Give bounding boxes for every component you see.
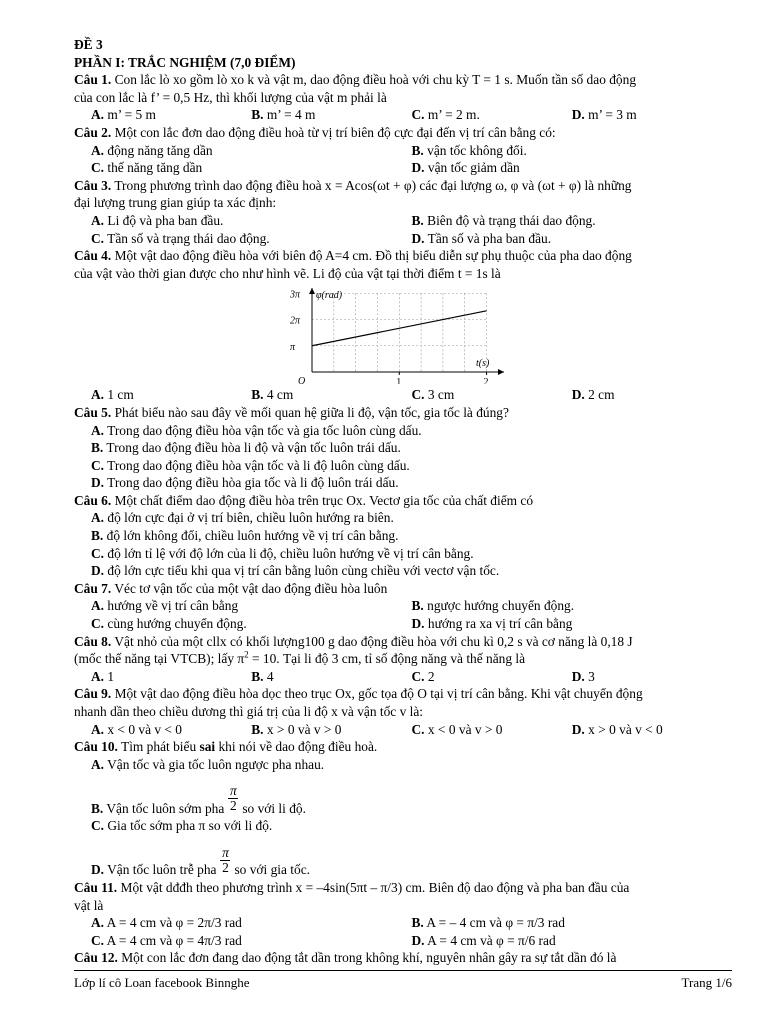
question-2: [74, 124, 732, 177]
question-text: của vật vào thời gian được cho như hình vẽ. Li độ của vật tại thời điểm t = 1s là: [74, 265, 501, 281]
section-title: PHẦN I: TRẮC NGHIỆM (7,0 ĐIỂM): [74, 54, 296, 70]
option-d[interactable]: D. 3: [571, 668, 595, 684]
footer-credit: Lớp lí cô Loan facebook Binnghe: [74, 975, 250, 990]
question-5: [74, 404, 732, 492]
question-number: Câu 9.: [74, 686, 112, 702]
option-b[interactable]: B. ngược hướng chuyển động.: [411, 598, 575, 614]
option-d[interactable]: D. 2 cm: [571, 387, 615, 403]
question-number: Câu 1.: [74, 72, 112, 88]
question-4: [74, 247, 732, 404]
option-b[interactable]: B. 4 cm: [251, 387, 294, 403]
option-a[interactable]: A. 1 cm: [91, 387, 134, 403]
question-11: [74, 879, 732, 949]
question-number: Câu 12.: [74, 950, 118, 966]
question-number: Câu 2.: [74, 124, 112, 140]
question-12: [74, 949, 732, 967]
option-b[interactable]: B. x > 0 và v > 0: [251, 721, 342, 737]
option-c[interactable]: C. Tần số và trạng thái dao động.: [91, 230, 270, 246]
option-a[interactable]: A. Li độ và pha ban đầu.: [91, 212, 224, 228]
option-b[interactable]: B. Trong dao động điều hòa li độ và vận tốc luôn trái dấu.: [91, 440, 401, 456]
option-b[interactable]: B. 4: [251, 668, 274, 684]
option-a[interactable]: A. m’ = 5 m: [91, 107, 156, 123]
question-text: Vật nhỏ của một cllx có khối lượng100 g dao động điều hòa với chu kì 0,2 s và cơ năng là 0,18 J: [114, 633, 633, 649]
question-text: của con lắc là f’ = 0,5 Hz, thì khối lượng của vật m phải là: [74, 89, 387, 105]
option-b[interactable]: B. độ lớn không đổi, chiều luôn hướng về vị trí cân bằng.: [91, 528, 399, 544]
question-text: Một con lắc đơn dao động điều hoà từ vị trí biên độ cực đại đến vị trí cân bằng có:: [114, 124, 556, 140]
x-tick-label: 1: [396, 377, 402, 385]
question-text: Trong phương trình dao động điều hoà x = Acos(ωt + φ) các đại lượng ω, φ và (ωt + φ) là những: [114, 177, 632, 193]
option-d[interactable]: D. x > 0 và v < 0: [571, 721, 663, 737]
y-tick-label: π: [290, 342, 296, 354]
question-number: Câu 8.: [74, 633, 112, 649]
exam-page: [74, 36, 732, 967]
option-a[interactable]: A. Vận tốc và gia tốc luôn ngược pha nhau.: [91, 756, 325, 772]
phase-time-chart: [284, 284, 524, 384]
option-a[interactable]: A. 1: [91, 668, 115, 684]
option-a[interactable]: A. x < 0 và v < 0: [91, 721, 183, 737]
y-tick-label: 3π: [290, 289, 301, 301]
x-axis-arrow: [498, 369, 504, 375]
question-text: Một vật dao động điều hòa với biên độ A=4 cm. Đồ thị biểu diễn sự phụ thuộc của pha dao động: [114, 248, 632, 264]
option-b[interactable]: B. A = – 4 cm và φ = π/3 rad: [411, 915, 565, 931]
option-b[interactable]: B. Biên độ và trạng thái dao động.: [411, 212, 596, 228]
question-text: Phát biểu nào sau đây về mối quan hệ giữa li độ, vận tốc, gia tốc là đúng?: [114, 404, 509, 420]
question-text: Một chất điểm dao động điều hòa trên trục Ox. Vectơ gia tốc của chất điểm có: [114, 492, 534, 508]
option-c[interactable]: C. Gia tốc sớm pha π so với li độ.: [91, 818, 273, 834]
question-8: [74, 633, 732, 686]
question-text: vật là: [74, 897, 104, 913]
question-number: Câu 10.: [74, 739, 118, 755]
question-3: [74, 177, 732, 247]
option-c[interactable]: C. độ lớn tỉ lệ với độ lớn của li độ, chiều luôn hướng về vị trí cân bằng.: [91, 545, 474, 561]
question-text: Con lắc lò xo gồm lò xo k và vật m, dao động điều hoà với chu kỳ T = 1 s. Muốn tần số dao động: [114, 72, 637, 88]
option-c[interactable]: C. thế năng tăng dần: [91, 160, 203, 176]
option-c[interactable]: C. m’ = 2 m.: [411, 107, 480, 123]
question-text: (mốc thế năng tại VTCB); lấy $\pi^2 = 10$. Tại li độ 3 cm, tỉ số động năng và thế năng là: [74, 649, 526, 667]
option-a[interactable]: A. A = 4 cm và φ = 2π/3 rad: [91, 915, 242, 931]
option-a[interactable]: A. độ lớn cực đại ở vị trí biên, chiều luôn hướng ra biên.: [91, 510, 394, 526]
fraction-pi-over-2: $\frac{\pi}{2}$: [229, 783, 237, 814]
question-number: Câu 5.: [74, 404, 112, 420]
option-c[interactable]: C. A = 4 cm và φ = 4π/3 rad: [91, 932, 242, 948]
y-axis-arrow: [309, 288, 315, 294]
option-d[interactable]: D. Vận tốc luôn trễ pha $\frac{\pi}{2}$ so với gia tốc.: [91, 844, 310, 878]
option-d[interactable]: D. Trong dao động điều hòa gia tốc và li độ luôn trái dấu.: [91, 475, 399, 491]
option-c[interactable]: C. cùng hướng chuyển động.: [91, 616, 247, 632]
option-b[interactable]: B. vận tốc không đổi.: [411, 142, 527, 158]
question-number: Câu 7.: [74, 580, 112, 596]
question-text: Véc tơ vận tốc của một vật dao động điều hòa luôn: [114, 580, 388, 596]
page-number: Trang 1/6: [681, 975, 732, 990]
question-number: Câu 3.: [74, 177, 112, 193]
option-b[interactable]: B. m’ = 4 m: [251, 107, 316, 123]
option-c[interactable]: C. 2: [411, 668, 435, 684]
option-d[interactable]: D. hướng ra xa vị trí cân bằng: [411, 616, 573, 632]
question-9: [74, 685, 732, 738]
question-10: [74, 738, 732, 879]
option-a[interactable]: A. động năng tăng dần: [91, 142, 213, 158]
option-d[interactable]: D. Tần số và pha ban đầu.: [411, 230, 552, 246]
question-text: Một vật dao động điều hòa dọc theo trục Ox, gốc tọa độ O tại vị trí cân bằng. Khi vật chuyển động: [114, 686, 643, 702]
question-1: [74, 71, 732, 124]
question-text: đại lượng trung gian giúp ta xác định:: [74, 195, 277, 211]
question-7: [74, 580, 732, 633]
question-number: Câu 6.: [74, 492, 112, 508]
option-b[interactable]: B. Vận tốc luôn sớm pha $\frac{\pi}{2}$ so với li độ.: [91, 783, 306, 816]
question-text: Một con lắc đơn đang dao động tắt dần trong không khí, nguyên nhân gây ra sự tắt dần đó là: [121, 950, 617, 966]
question-number: Câu 4.: [74, 248, 112, 264]
option-d[interactable]: D. m’ = 3 m: [571, 107, 637, 123]
y-axis-label: φ(rad): [316, 290, 343, 302]
option-c[interactable]: C. Trong dao động điều hòa vận tốc và li độ luôn cùng dấu.: [91, 457, 410, 473]
page-footer: [74, 970, 732, 992]
option-a[interactable]: A. hướng về vị trí cân bằng: [91, 598, 239, 614]
option-d[interactable]: D. vận tốc giảm dần: [411, 160, 520, 176]
option-d[interactable]: D. A = 4 cm và φ = π/6 rad: [411, 932, 556, 948]
exam-title: ĐỀ 3: [74, 37, 103, 52]
question-number: Câu 11.: [74, 879, 118, 895]
option-c[interactable]: C. 3 cm: [411, 387, 455, 403]
option-c[interactable]: C. x < 0 và v > 0: [411, 721, 503, 737]
phase-line: [312, 311, 487, 346]
option-a[interactable]: A. Trong dao động điều hòa vận tốc và gia tốc luôn cùng dấu.: [91, 422, 422, 438]
origin-label: O: [298, 376, 306, 385]
y-tick-label: 2π: [290, 315, 301, 327]
option-d[interactable]: D. độ lớn cực tiểu khi qua vị trí cân bằng luôn cùng chiều với vectơ vận tốc.: [91, 563, 500, 579]
question-text: nhanh dần theo chiều dương thì giá trị của li độ x và vận tốc v là:: [74, 704, 424, 719]
x-tick-label: 2: [483, 377, 489, 385]
question-6: [74, 492, 732, 580]
question-text: Tìm phát biểu sai khi nói về dao động điều hoà.: [121, 739, 378, 755]
question-text: Một vật dđđh theo phương trình x = –4sin(5πt – π/3) cm. Biên độ dao động và pha ban đầu của: [120, 879, 630, 895]
x-axis-label: t(s): [476, 358, 490, 370]
fraction-pi-over-2: $\frac{\pi}{2}$: [222, 844, 229, 875]
